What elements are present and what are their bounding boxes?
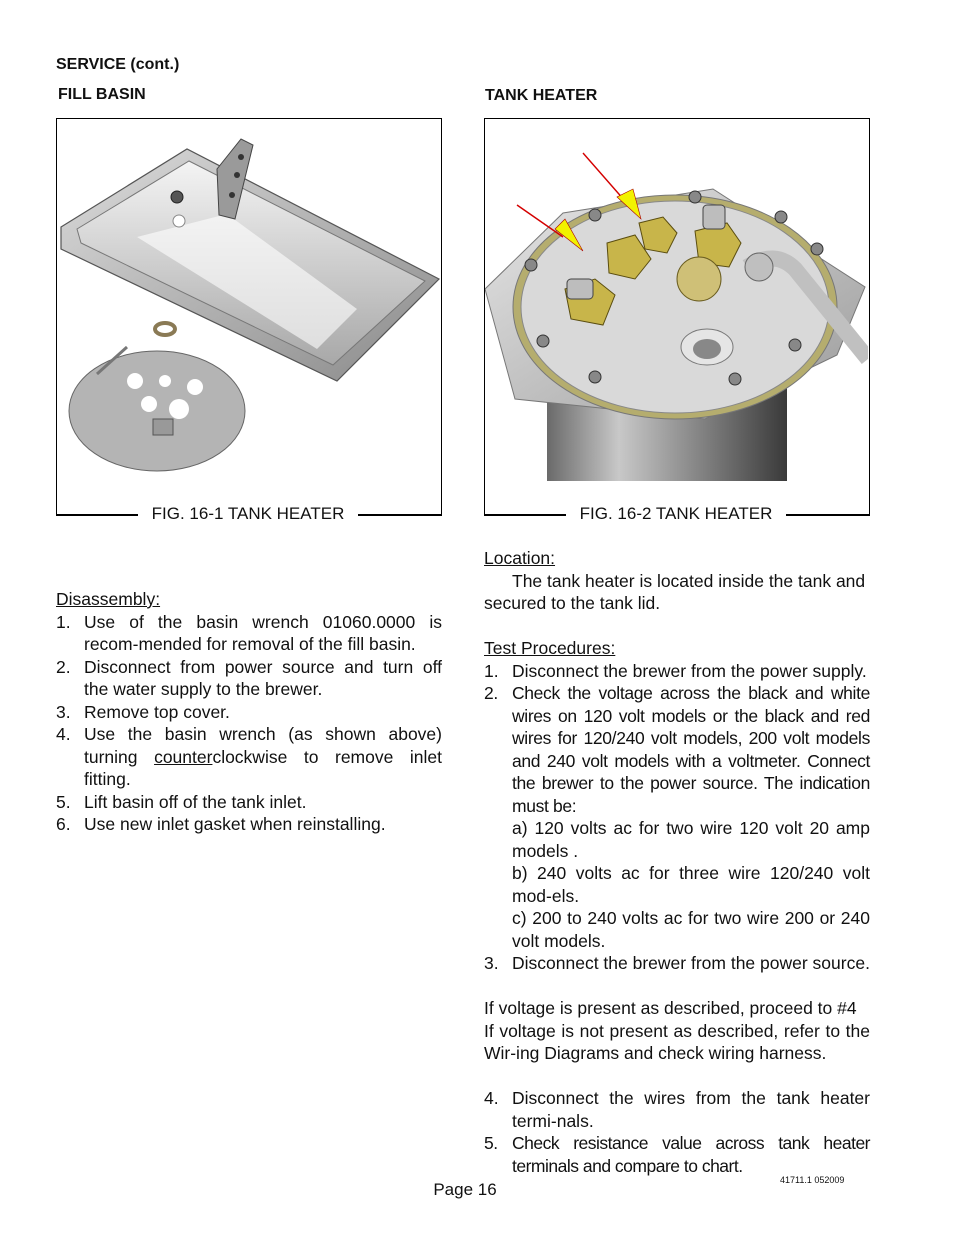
- step-number: 3.: [484, 953, 499, 973]
- step-text: Check the voltage across the black and white wires on 120 volt models or the black and red wires for 120/240 volt models, 200 volt models and 240 volt models with a voltmeter. Connect the brewer to the power source. The indication must be:: [512, 683, 870, 816]
- list-item: [56, 723, 442, 791]
- step-number: 5.: [56, 791, 71, 812]
- list-item: [56, 813, 442, 836]
- list-item: [56, 611, 442, 656]
- location-text: The tank heater is located inside the tank and secured to the tank lid.: [484, 570, 866, 613]
- list-item: [56, 656, 442, 701]
- step-text: Disconnect the wires from the tank heater termi-nals.: [512, 1088, 870, 1131]
- step-number: 3.: [56, 701, 71, 722]
- document-code: 41711.1 052009: [780, 1175, 845, 1185]
- step-text: Remove top cover.: [84, 701, 230, 722]
- figure-2-rule-left: [484, 514, 566, 516]
- step-number: 1.: [56, 611, 71, 632]
- tank-heater-title: TANK HEATER: [485, 87, 598, 104]
- note-voltage-present: If voltage is present as described, proceed to #4: [484, 998, 857, 1018]
- sub-item-b: b) 240 volts ac for three wire 120/240 volt mod-els.: [512, 863, 870, 906]
- fill-basin-illustration: [57, 119, 440, 479]
- sub-item-c: c) 200 to 240 volts ac for two wire 200 or 240 volt models.: [512, 908, 870, 951]
- figure-1-rule-right: [358, 514, 442, 516]
- fill-basin-title: FILL BASIN: [58, 86, 146, 103]
- step-number: 5.: [484, 1133, 498, 1153]
- step-text: Use of the basin wrench 01060.0000 is recom-mended for removal of the fill basin.: [84, 611, 442, 654]
- sub-item-a: a) 120 volts ac for two wire 120 volt 20 amp models .: [512, 818, 870, 861]
- location-heading: Location:: [484, 548, 556, 568]
- step-number: 4.: [56, 724, 71, 744]
- list-item: [56, 791, 442, 814]
- tank-heater-illustration: [485, 119, 868, 481]
- disassembly-section: [56, 588, 442, 836]
- step-number: 2.: [56, 656, 71, 677]
- figure-1-frame: [56, 118, 442, 516]
- list-item: [484, 1087, 870, 1132]
- tank-heater-section: [484, 547, 870, 1177]
- step-text: Disconnect the brewer from the power source.: [512, 953, 870, 973]
- step-number: 2.: [484, 683, 498, 703]
- list-item: [484, 952, 870, 975]
- section-heading: SERVICE (cont.): [56, 56, 180, 73]
- figure-2-frame: [484, 118, 870, 516]
- step-text: Disconnect from power source and turn off the water supply to the brewer.: [84, 656, 442, 699]
- list-item: [484, 1132, 870, 1177]
- step-text: Use new inlet gasket when reinstalling.: [84, 814, 386, 834]
- step-underline-text: counter: [154, 746, 213, 767]
- test-procedures-heading: Test Procedures:: [484, 638, 616, 658]
- step-number: 4.: [484, 1088, 499, 1108]
- page-number: Page 16: [433, 1180, 497, 1199]
- step-text: Check resistance value across tank heater terminals and compare to chart.: [512, 1133, 870, 1176]
- list-item: [56, 701, 442, 724]
- figure-2-caption: FIG. 16-2 TANK HEATER: [579, 504, 773, 523]
- list-item: [484, 682, 870, 817]
- step-number: 1.: [484, 660, 499, 681]
- step-text: clockwise to remove inlet fitting.: [84, 746, 442, 789]
- disassembly-heading: Disassembly:: [56, 589, 161, 609]
- figure-2-rule-right: [786, 514, 870, 516]
- figure-1-caption: FIG. 16-1 TANK HEATER: [151, 504, 345, 523]
- note-voltage-absent: If voltage is not present as described, refer to the Wir-ing Diagrams and check wiring harness.: [484, 1020, 870, 1063]
- figure-1-rule-left: [56, 514, 138, 516]
- step-text: Lift basin off of the tank inlet.: [84, 791, 307, 812]
- list-item: [484, 660, 870, 683]
- step-number: 6.: [56, 814, 71, 834]
- step-text: Use the basin wrench (as shown above) turning: [84, 724, 442, 767]
- step-text: Disconnect the brewer from the power supply.: [512, 660, 867, 681]
